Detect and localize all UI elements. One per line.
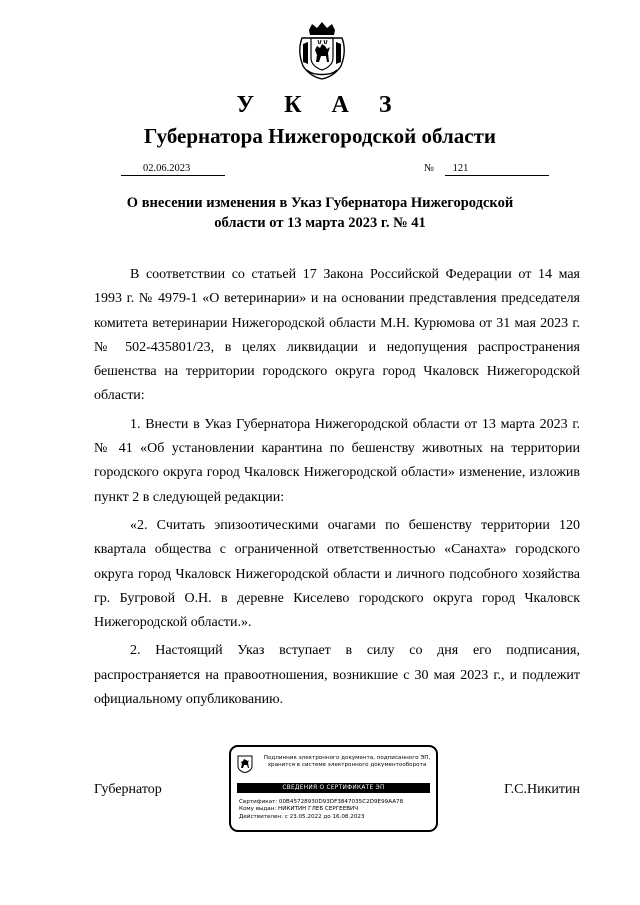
issuer-title: Губернатора Нижегородской области [144, 124, 496, 148]
certificate-serial: Сертификат: 00B45728930D93DF3847035C2D9E99AA78 [239, 799, 404, 805]
document-body [94, 263, 580, 712]
document-type-title: У К А З [236, 92, 404, 118]
deer-emblem-icon [237, 755, 253, 773]
certificate-validity: Действителен: с 23.05.2022 до 16.08.2023 [239, 813, 365, 820]
date-field [121, 163, 225, 176]
stamp-header-line-1: Подлинник электронного документа, подписанного ЭП, [263, 755, 431, 761]
stamp-header [257, 755, 437, 769]
coat-of-arms-icon [297, 22, 347, 80]
paragraph-quoted-item-2: «2. Считать эпизоотическими очагами по бешенству территории 120 квартала общества с ограниченной ответственностью «Санахта» городского округа город Чкаловск Нижегородской области и личного подсобного хозяйства гр. Бугровой О.Н. в деревне Киселево городского округа город Чкаловск Нижегородской области.». [94, 517, 580, 631]
paragraph-preamble: В соответствии со статьей 17 Закона Российской Федерации от 14 мая 1993 г. № 4979-1 «О ветеринарии» и на основании представления председателя комитета ветеринарии Нижегородской области М.Н. Курюмова от 31 мая 2023 г. № 502-435801/23, в целях ликвидации и недопущения распространения бешенства на территории городского округа город Чкаловск Нижегородской области: [94, 267, 580, 404]
electronic-signature-stamp [229, 745, 438, 832]
number-sign: № [424, 163, 435, 174]
number-value: 121 [445, 163, 549, 176]
stamp-header-line-2: хранится в системе электронного документооборота [267, 762, 427, 768]
heading-line-1: О внесении изменения в Указ Губернатора Нижегородской [126, 195, 514, 211]
stamp-certificate-details [239, 799, 403, 821]
document-heading [100, 193, 540, 233]
certificate-owner: Кому выдан: НИКИТИН ГЛЕБ СЕРГЕЕВИЧ [239, 806, 359, 813]
stamp-certificate-bar: СВЕДЕНИЯ О СЕРТИФИКАТЕ ЭП [237, 783, 430, 793]
paragraph-item-1: 1. Внести в Указ Губернатора Нижегородской области от 13 марта 2023 г. № 41 «Об установлении карантина по бешенству животных на территории городского округа город Чкаловск Нижегородской области» изменение, изложив пункт 2 в следующей редакции: [94, 416, 580, 505]
signer-name: Г.С.Никитин [504, 782, 580, 797]
number-field [424, 163, 549, 176]
date-value: 02.06.2023 [121, 163, 225, 176]
paragraph-item-2: 2. Настоящий Указ вступает в силу со дня его подписания, распространяется на правоотношения, возникшие с 30 мая 2023 г., и подлежит официальному опубликованию. [94, 643, 580, 708]
signer-position: Губернатор [94, 782, 162, 797]
heading-line-2: области от 13 марта 2023 г. № 41 [214, 215, 426, 231]
